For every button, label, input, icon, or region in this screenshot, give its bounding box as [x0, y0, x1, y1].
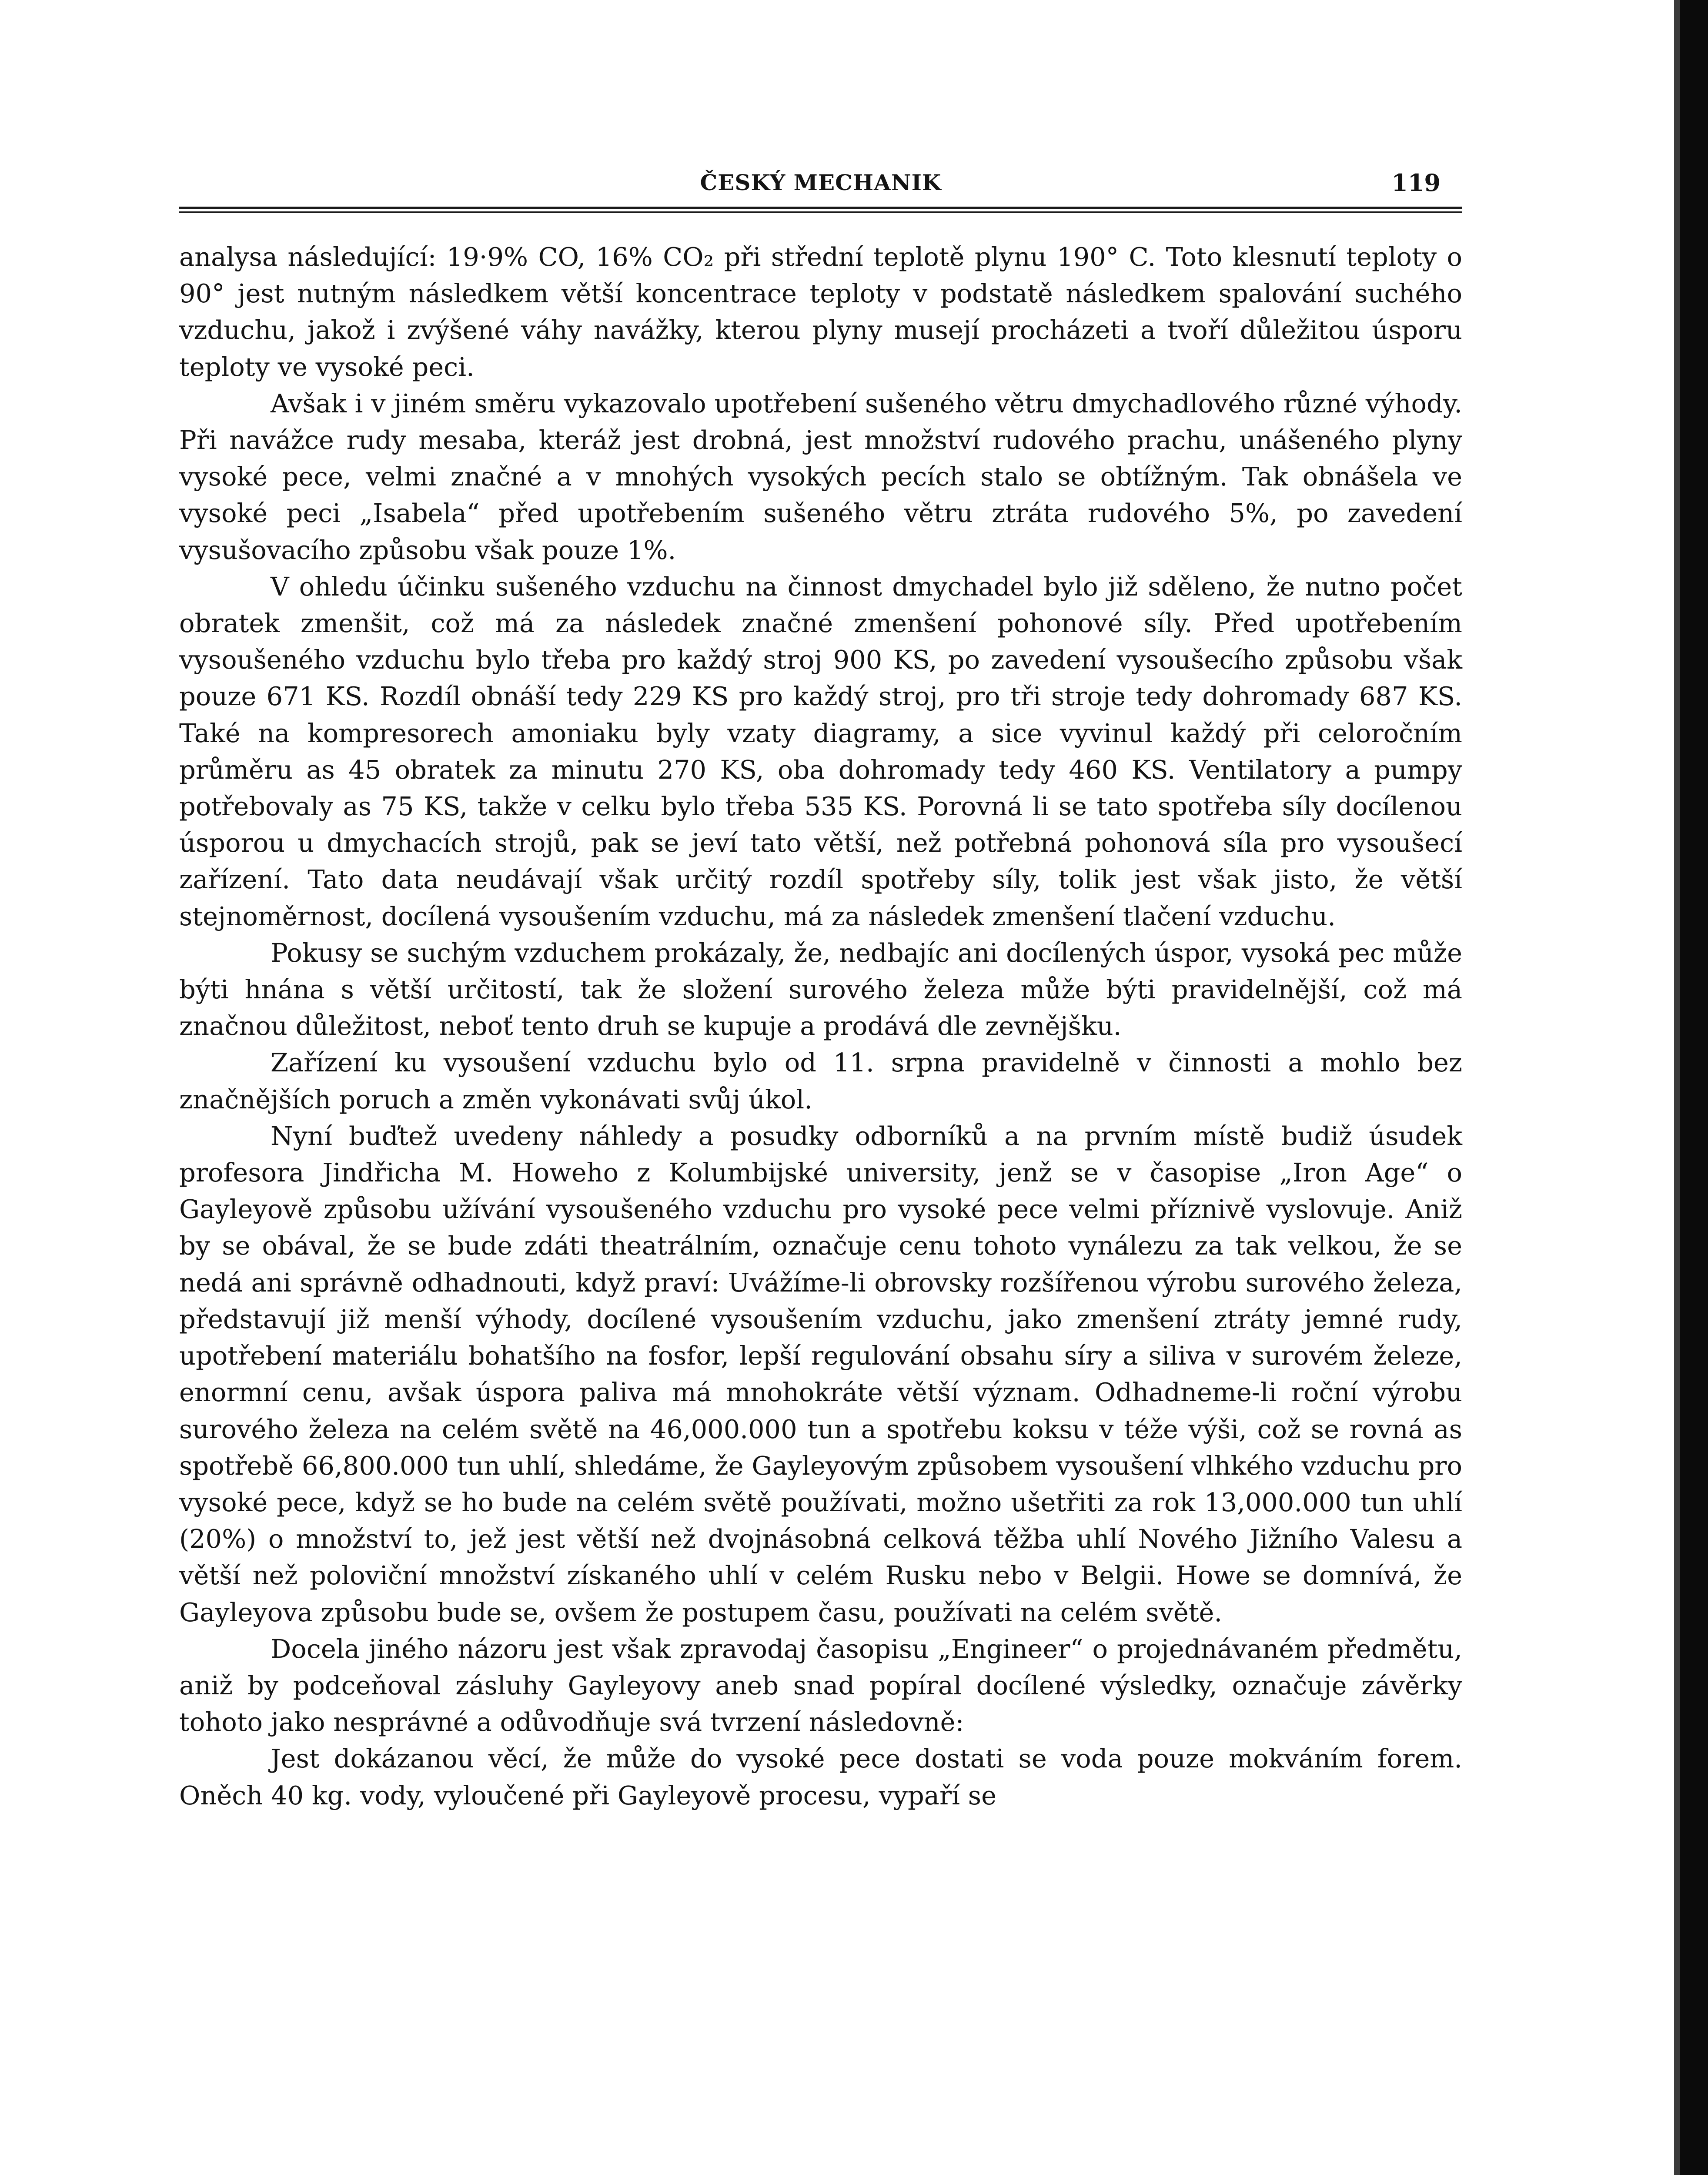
scan-edge-shadow — [1674, 0, 1680, 2175]
book-page — [179, 165, 1462, 2175]
paragraph: Nyní buďtež uvedeny náhledy a posudky odborníků a na prvním místě budiž úsudek profesora Jindřicha M. Howeho z Kolumbijské university, jenž se v časopise „Iron Age“ o Gayleyově způsobu užívání vysoušeného vzduchu pro vysoké pece velmi příznivě vyslovuje. Aniž by se obával, že se bude zdáti theatrálním, označuje cenu tohoto vynálezu za tak velkou, že se nedá ani správně odhadnouti, když praví: Uvážíme-li obrovsky rozšířenou výrobu surového železa, představují již menší výhody, docílené vysoušením vzduchu, jako zmenšení ztráty jemné rudy, upotřebení materiálu bohatšího na fosfor, lepší regulování obsahu síry a siliva v surovém železe, enormní cenu, avšak úspora paliva má mnohokráte větší význam. Odhadneme-li roční výrobu surového železa na celém světě na 46,000.000 tun a spotřebu koksu v téže výši, což se rovná as spotřebě 66,800.000 tun uhlí, shledáme, že Gayleyovým způsobem vysoušení vlhkého vzduchu pro vysoké pece, když se ho bude na celém světě používati, možno ušetřiti za rok 13,000.000 tun uhlí (20%) o množství to, jež jest větší než dvojnásobná celková těžba uhlí Nového Jižního Valesu a větší než poloviční množství získaného uhlí v celém Rusku nebo v Belgii. Howe se domnívá, že Gayleyova způsobu bude se, ovšem že postupem času, používati na celém světě. — [179, 1121, 1462, 1627]
paragraph: Pokusy se suchým vzduchem prokázaly, že, nedbajíc ani docílených úspor, vysoká pec může býti hnána s větší určitostí, tak že složení surového železa může býti pravidelnější, což má značnou důležitost, neboť tento druh se kupuje a prodává dle zevnějšku. — [179, 937, 1462, 1041]
paragraph: analysa následující: 19·9% CO, 16% CO₂ při střední teplotě plynu 190° C. Toto klesnutí teploty o 90° jest nutným následkem větší koncentrace teploty v podstatě následkem spalování suchého vzduchu, jakož i zvýšené váhy navážky, kterou plyny musejí procházeti a tvoří důležitou úsporu teploty ve vysoké peci. — [179, 242, 1462, 382]
header-double-rule — [179, 207, 1462, 213]
article-body — [179, 239, 1462, 1814]
journal-title: ČESKÝ MECHANIK — [700, 170, 942, 195]
paragraph: V ohledu účinku sušeného vzduchu na činnost dmychadel bylo již sděleno, že nutno počet obratek zmenšit, což má za následek značné zmenšení pohonové síly. Před upotřebením vysoušeného vzduchu bylo třeba pro každý stroj 900 KS, po zavedení vysoušecího způsobu však pouze 671 KS. Rozdíl obnáší tedy 229 KS pro každý stroj, pro tři stroje tedy dohromady 687 KS. Také na kompresorech amoniaku byly vzaty diagramy, a sice vyvinul každý při celoročním průměru as 45 obratek za minutu 270 KS, oba dohromady tedy 460 KS. Ventilatory a pumpy potřebovaly as 75 KS, takže v celku bylo třeba 535 KS. Porovná li se tato spotřeba síly docílenou úsporou u dmychacích strojů, pak se jeví tato větší, než potřebná pohonová síla pro vysoušecí zařízení. Tato data neudávají však určitý rozdíl spotřeby síly, tolik jest však jisto, že větší stejnoměrnost, docílená vysoušením vzduchu, má za následek zmenšení tlačení vzduchu. — [179, 571, 1462, 931]
running-head — [179, 165, 1462, 207]
paragraph: Docela jiného názoru jest však zpravodaj časopisu „Engineer“ o projednávaném předmětu, aniž by podceňoval zásluhy Gayleyovy aneb snad popíral docílené výsledky, označuje závěrky tohoto jako nesprávné a odůvodňuje svá tvrzení následovně: — [179, 1633, 1462, 1737]
paragraph: Zařízení ku vysoušení vzduchu bylo od 11. srpna pravidelně v činnosti a mohlo bez značnějších poruch a změn vykonávati svůj úkol. — [179, 1047, 1462, 1114]
page-number: 119 — [1391, 169, 1441, 197]
paragraph: Jest dokázanou věcí, že může do vysoké pece dostati se voda pouze mokváním forem. Oněch 40 kg. vody, vyloučené při Gayleyově procesu, vypaří se — [179, 1743, 1462, 1810]
scan-edge-right — [1680, 0, 1708, 2175]
scan-margin-top — [0, 0, 1708, 18]
paragraph: Avšak i v jiném směru vykazovalo upotřebení sušeného větru dmychadlového různé výhody. Při navážce rudy mesaba, kteráž jest drobná, jest množství rudového prachu, unášeného plyny vysoké pece, velmi značné a v mnohých vysokých pecích stalo se obtížným. Tak obnášela ve vysoké peci „Isabela“ před upotřebením sušeného větru ztráta rudového 5%, po zavedení vysušovacího způsobu však pouze 1%. — [179, 388, 1462, 565]
